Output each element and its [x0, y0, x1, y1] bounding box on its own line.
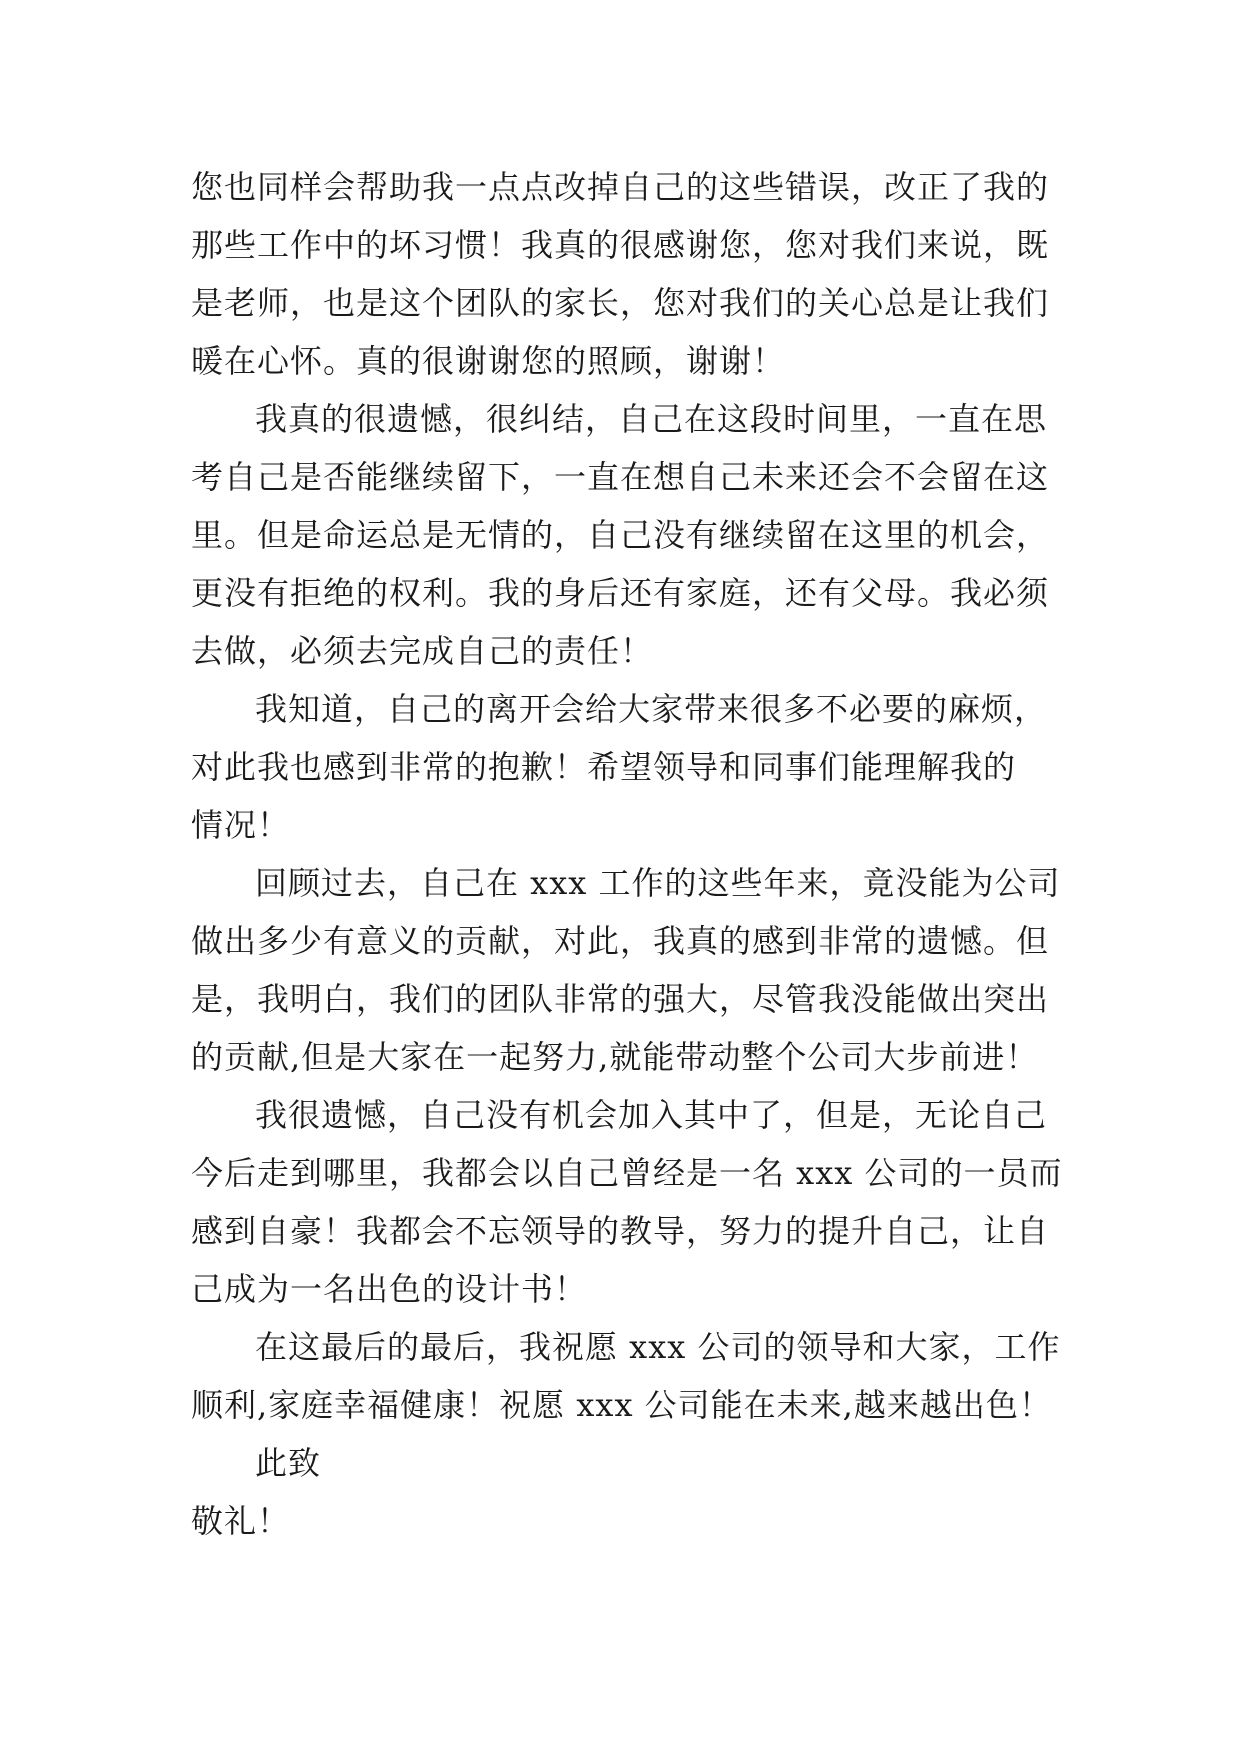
text-line: 那些工作中的坏习惯！我真的很感谢您，您对我们来说，既 — [191, 226, 1050, 264]
letter-body — [191, 158, 1063, 1550]
text-line: 的贡献,但是大家在一起努力,就能带动整个公司大步前进！ — [191, 1038, 1039, 1076]
text-line: 感到自豪！我都会不忘领导的教导，努力的提升自己，让自 — [191, 1212, 1050, 1250]
text-line: 今后走到哪里，我都会以自己曾经是一名 xxx 公司的一员而 — [191, 1154, 1063, 1192]
text-line: 顺利,家庭幸福健康！祝愿 xxx 公司能在未来,越来越出色！ — [191, 1386, 1052, 1424]
text-line: 情况！ — [191, 806, 291, 844]
text-line: 在这最后的最后，我祝愿 xxx 公司的领导和大家，工作 — [255, 1328, 1061, 1366]
text-line: 是，我明白，我们的团队非常的强大，尽管我没能做出突出 — [191, 980, 1050, 1018]
text-line: 暖在心怀。真的很谢谢您的照顾，谢谢！ — [191, 342, 786, 380]
text-line: 更没有拒绝的权利。我的身后还有家庭，还有父母。我必须 — [191, 574, 1050, 612]
text-line: 我真的很遗憾，很纠结，自己在这段时间里，一直在思 — [255, 400, 1048, 438]
text-line: 己成为一名出色的设计书！ — [191, 1270, 588, 1308]
text-line: 敬礼！ — [191, 1502, 291, 1540]
text-line: 做出多少有意义的贡献，对此，我真的感到非常的遗憾。但 — [191, 922, 1050, 960]
text-line: 对此我也感到非常的抱歉！希望领导和同事们能理解我的 — [191, 748, 1017, 786]
text-line: 回顾过去，自己在 xxx 工作的这些年来，竟没能为公司 — [255, 864, 1061, 902]
text-line: 里。但是命运总是无情的，自己没有继续留在这里的机会， — [191, 516, 1050, 554]
text-line: 去做，必须去完成自己的责任！ — [191, 632, 654, 670]
text-line: 此致 — [255, 1444, 322, 1482]
text-line: 是老师，也是这个团队的家长，您对我们的关心总是让我们 — [191, 284, 1050, 322]
text-line: 我很遗憾，自己没有机会加入其中了，但是，无论自己 — [255, 1096, 1048, 1134]
text-line: 考自己是否能继续留下，一直在想自己未来还会不会留在这 — [191, 458, 1050, 496]
text-line: 我知道，自己的离开会给大家带来很多不必要的麻烦， — [255, 690, 1048, 728]
text-line: 您也同样会帮助我一点点改掉自己的这些错误，改正了我的 — [191, 168, 1050, 206]
